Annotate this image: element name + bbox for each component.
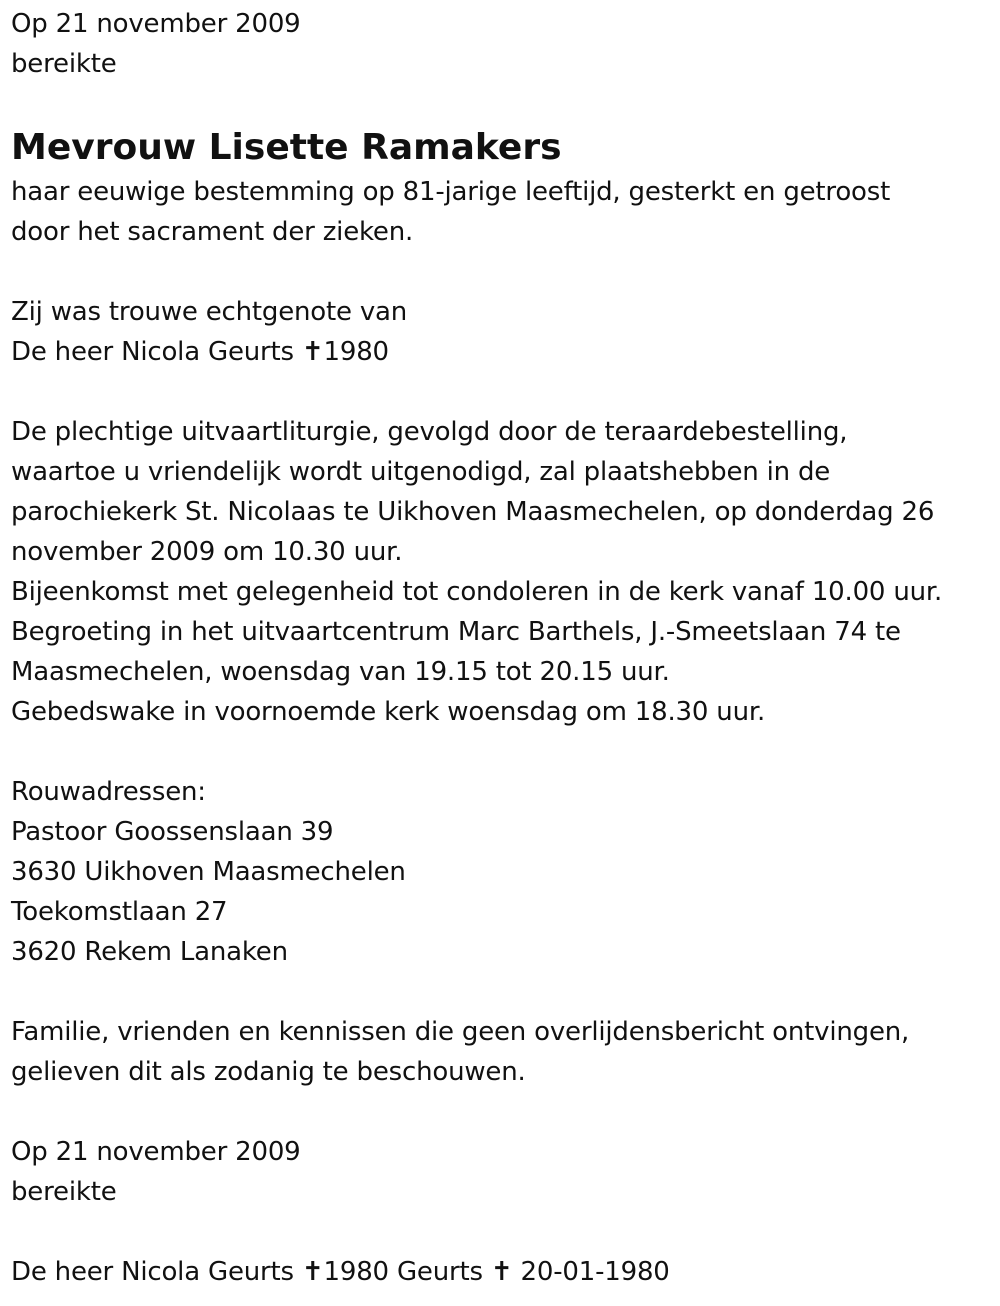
spacer (11, 372, 996, 412)
cross-icon: ✝ (301, 1257, 324, 1287)
spacer (11, 732, 996, 772)
ceremony-line-3: parochiekerk St. Nicolaas te Uikhoven Maasmechelen, op donderdag 26 (11, 497, 935, 527)
notice-line-2: gelieven dit als zodanig te beschouwen. (11, 1057, 526, 1087)
ceremony-line-7: Maasmechelen, woensdag van 19.15 tot 20.15 uur. (11, 657, 670, 687)
address-line-3: Toekomstlaan 27 (11, 897, 228, 927)
spacer (11, 252, 996, 292)
address-line-4: 3620 Rekem Lanaken (11, 937, 288, 967)
spouse-name: De heer Nicola Geurts (11, 337, 302, 367)
intro-line-2: door het sacrament der zieken. (11, 217, 414, 247)
spacer (11, 1212, 996, 1252)
ceremony-line-4: november 2009 om 10.30 uur. (11, 537, 403, 567)
ceremony-line-1: De plechtige uitvaartliturgie, gevolgd door de teraardebestelling, (11, 417, 848, 447)
closing-verb: bereikte (11, 1177, 117, 1207)
opening-verb: bereikte (11, 49, 117, 79)
spacer (11, 84, 996, 124)
notice-line-1: Familie, vrienden en kennissen die geen overlijdensbericht ontvingen, (11, 1017, 910, 1047)
cross-icon: ✝ (301, 337, 324, 367)
footer-name: De heer Nicola Geurts (11, 1257, 302, 1287)
footer-year: 1980 (323, 1257, 389, 1287)
spouse-death-year: 1980 (323, 337, 389, 367)
spacer (11, 1092, 996, 1132)
address-line-2: 3630 Uikhoven Maasmechelen (11, 857, 406, 887)
address-line-1: Pastoor Goossenslaan 39 (11, 817, 334, 847)
footer-date: 20-01-1980 (512, 1257, 670, 1287)
ceremony-line-2: waartoe u vriendelijk wordt uitgenodigd, zal plaatshebben in de (11, 457, 831, 487)
spouse-name-line (11, 332, 996, 372)
cross-icon: ✝ (490, 1257, 513, 1287)
opening-date: Op 21 november 2009 (11, 9, 301, 39)
ceremony-line-8: Gebedswake in voornoemde kerk woensdag om 18.30 uur. (11, 697, 766, 727)
spouse-intro: Zij was trouwe echtgenote van (11, 297, 408, 327)
footer-line (11, 1252, 996, 1292)
spacer (11, 972, 996, 1012)
obituary-notice (11, 4, 996, 1292)
ceremony-line-6: Begroeting in het uitvaartcentrum Marc Barthels, J.-Smeetslaan 74 te (11, 617, 901, 647)
addresses-heading: Rouwadressen: (11, 777, 206, 807)
deceased-name: Mevrouw Lisette Ramakers (11, 127, 562, 168)
ceremony-line-5: Bijeenkomst met gelegenheid tot condoleren in de kerk vanaf 10.00 uur. (11, 577, 943, 607)
closing-date: Op 21 november 2009 (11, 1137, 301, 1167)
intro-line-1: haar eeuwige bestemming op 81-jarige leeftijd, gesterkt en getroost (11, 177, 891, 207)
footer-surname: Geurts (388, 1257, 491, 1287)
